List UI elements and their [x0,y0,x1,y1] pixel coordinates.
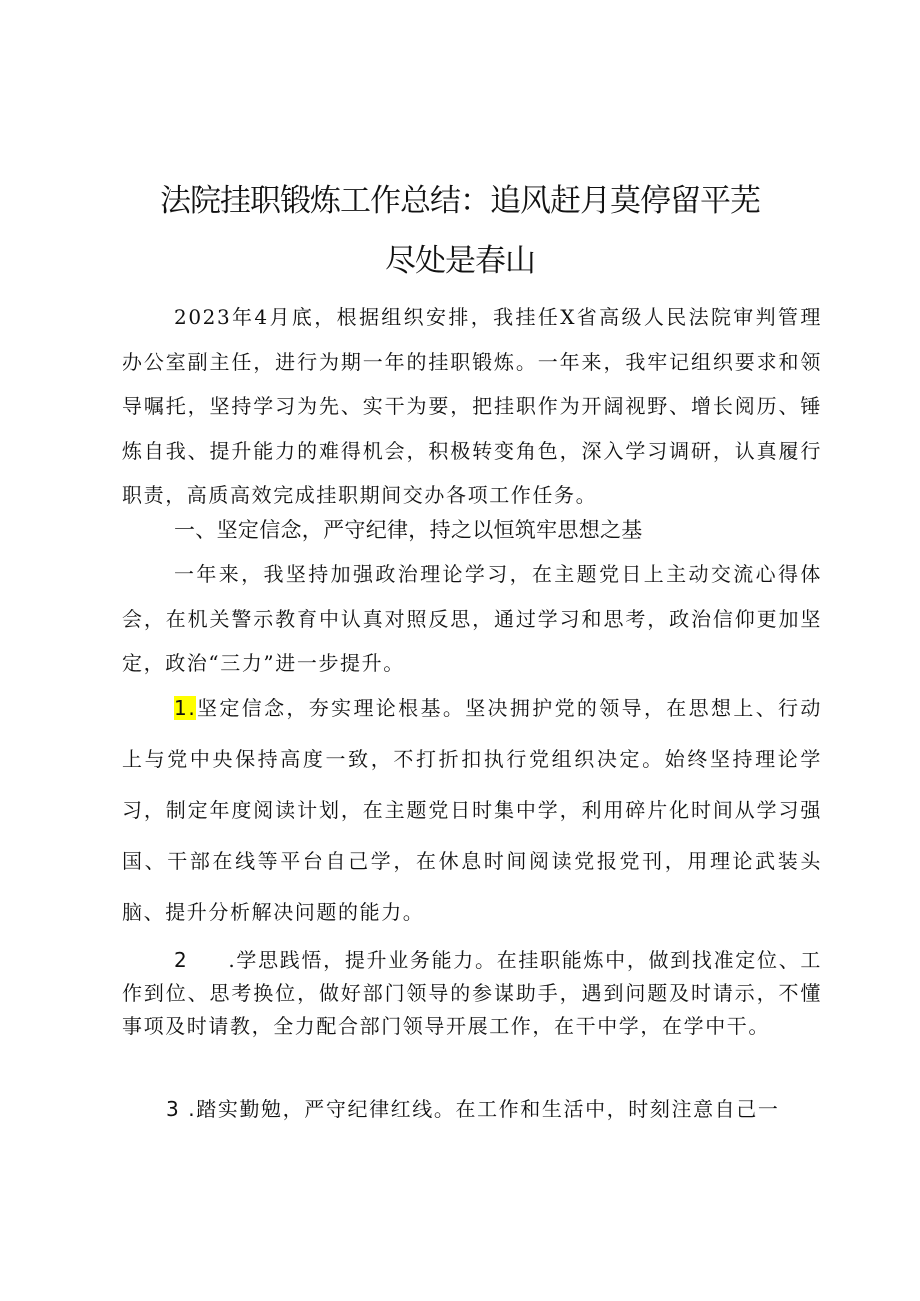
section-1-intro-paragraph: 一年来，我坚持加强政治理论学习，在主题党日上主动交流心得体会，在机关警示教育中认真对照反思，通过学习和思考，政治信仰更加坚定，政治“三力”进一步提升。 [122,562,822,675]
item-1-number-highlight: 1. [174,696,197,720]
section-1-heading: 一、坚定信念，严守纪律，持之以恒筑牢思想之基 [174,518,643,542]
item-3-text: 严守纪律红线。在工作和生活中，时刻注意自己一 [304,1097,780,1121]
item-2-paragraph [122,944,822,1043]
item-1-paragraph [122,683,822,938]
item-3-lead: .踏实勤勉， [188,1097,305,1121]
item-1-text: 坚定信念，夯实理论根基。坚决拥护党的领导，在思想上、行动上与党中央保持高度一致，不打折扣执行党组织决定。始终坚持理论学习，制定年度阅读计划，在主题党日时集中学，利用碎片化时间从学习强国、干部在线等平台自己学，在休息时间阅读党报党刊，用理论武装头脑、提升分析解决问题的能力。 [122,696,822,924]
item-2-text: .学思践悟，提升业务能力。在挂职能炼中，做到找准定位、工作到位、思考换位，做好部门领导的参谋助手，遇到问题及时请示，不懂事项及时请教，全力配合部门领导开展工作，在干中学，在学中干。 [122,948,822,1038]
document-title-line-1: 法院挂职锻炼工作总结：追风赶月莫停留平芜 [160,183,760,219]
item-3-paragraph [122,1093,822,1126]
intro-paragraph: 2023年4月底，根据组织安排，我挂任X省高级人民法院审判管理办公室副主任，进行为期一年的挂职锻炼。一年来，我牢记组织要求和领导嘱托，坚持学习为先、实干为要，把挂职作为开阔视野、增长阅历、锤炼自我、提升能力的难得机会，积极转变角色，深入学习调研，认真履行职责，高质高效完成挂职期间交办各项工作任务。 [122,305,822,507]
document-title-line-2: 尽处是春山 [385,243,535,279]
item-3-number: 3 [166,1097,181,1121]
item-2-number: 2 [174,948,189,972]
